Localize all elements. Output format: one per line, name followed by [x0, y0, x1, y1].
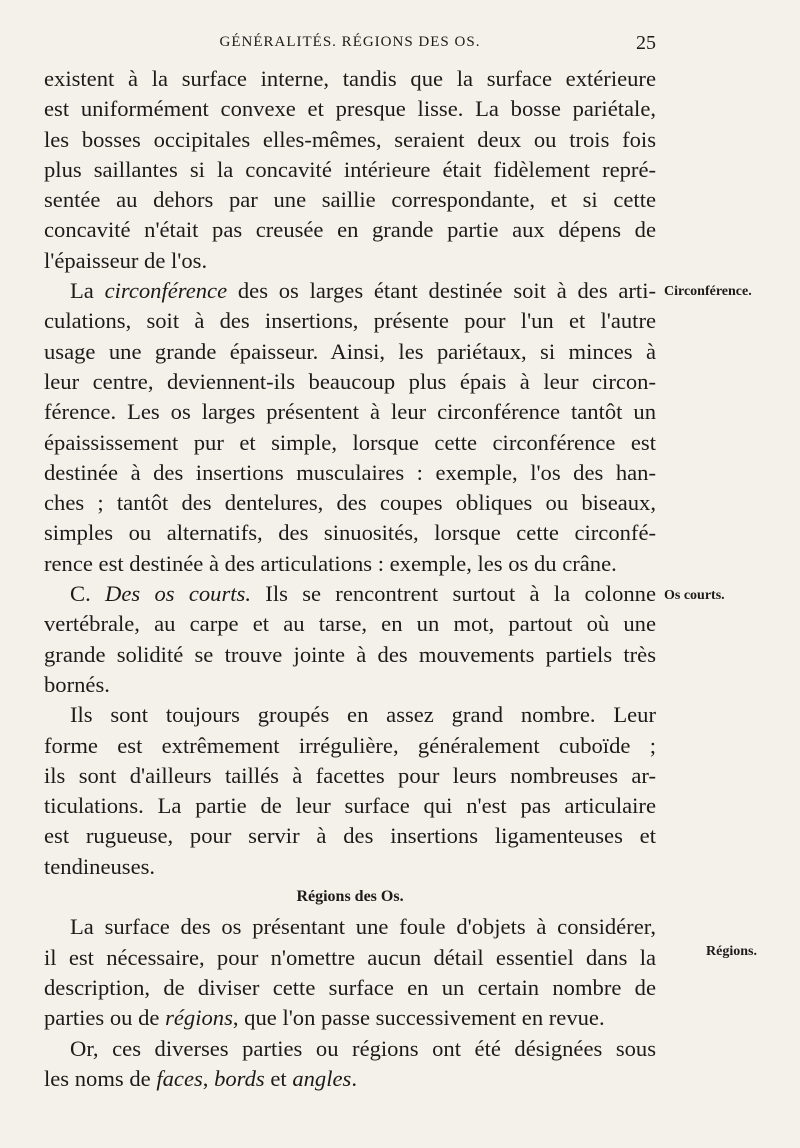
text-line: culations, soit à des insertions, présente pour l'un et l'autre	[44, 308, 656, 334]
text-line: les bosses occipitales elles-mêmes, seraient deux ou trois fois	[44, 126, 656, 152]
text-line: férence. Les os larges présentent à leur circonférence tantôt un	[44, 399, 656, 425]
text-line	[44, 1064, 656, 1094]
text-line: ticulations. La partie de leur surface qui n'est pas articulaire	[44, 793, 656, 819]
text-fragment: et	[264, 1065, 293, 1091]
text-line	[44, 579, 656, 609]
text-line: grande solidité se trouve jointe à des mouvements partiels très	[44, 641, 656, 667]
italic-term: angles	[292, 1065, 352, 1091]
section-heading: Régions des Os.	[296, 888, 404, 906]
text-line: existent à la surface interne, tandis que la surface extérieure	[44, 66, 656, 91]
text-line: usage une grande épaisseur. Ainsi, les pariétaux, si minces à	[44, 338, 656, 364]
text-line: est uniformément convexe et presque lisse. La bosse pariétale,	[44, 96, 656, 122]
text-fragment: ,	[202, 1065, 215, 1091]
margin-note-os-courts: Os courts.	[664, 588, 725, 603]
text-line	[44, 1003, 656, 1033]
text-line: épaississement pur et simple, lorsque cette circonférence est	[44, 429, 656, 455]
text-line: est rugueuse, pour servir à des insertions ligamenteuses et	[44, 823, 656, 849]
italic-term: bords	[214, 1065, 265, 1091]
text-line: vertébrale, au carpe et au tarse, en un mot, partout où une	[44, 611, 656, 637]
text-line: destinée à des insertions musculaires : exemple, l'os des han-	[44, 459, 656, 485]
text-fragment: , que l'on passe successivement en revue.	[232, 1005, 605, 1031]
margin-note-regions: Régions.	[706, 944, 757, 959]
text-line: concavité n'était pas creusée en grande partie aux dépens de	[44, 217, 656, 243]
text-fragment: les noms de	[44, 1065, 157, 1091]
text-fragment: parties ou de	[44, 1005, 166, 1031]
text-line: il est nécessaire, pour n'omettre aucun détail essentiel dans la	[44, 944, 656, 970]
running-head-title: GÉNÉRALITÉS. RÉGIONS DES OS.	[219, 34, 481, 50]
text-fragment: .	[351, 1065, 357, 1091]
text-line: ils sont d'ailleurs taillés à facettes pour leurs nombreuses ar-	[44, 762, 656, 788]
text-line: ches ; tantôt des dentelures, des coupes obliques ou biseaux,	[44, 490, 656, 516]
text-line: sentée au dehors par une saillie correspondante, et si cette	[44, 187, 656, 213]
italic-term: Des os courts.	[105, 581, 251, 607]
text-line: l'épaisseur de l'os.	[44, 247, 208, 273]
text-line: La surface des os présentant une foule d'objets à considérer,	[70, 914, 656, 940]
page-number: 25	[636, 32, 656, 54]
text-line: bornés.	[44, 671, 110, 697]
main-text	[44, 64, 656, 1094]
text-fragment: des os larges étant destinée soit à des arti-	[227, 278, 657, 304]
text-line: leur centre, deviennent-ils beaucoup plus épais à leur circon-	[44, 368, 656, 394]
text-line: simples ou alternatifs, des sinuosités, lorsque cette circonfé-	[44, 520, 656, 546]
running-head	[44, 34, 656, 58]
text-line: forme est extrêmement irrégulière, généralement cuboïde ;	[44, 732, 656, 758]
text-fragment: La	[70, 278, 105, 304]
text-line: Or, ces diverses parties ou régions ont été désignées sous	[70, 1035, 656, 1061]
text-line: plus saillantes si la concavité intérieure était fidèlement repré-	[44, 156, 656, 182]
text-line: tendineuses.	[44, 853, 156, 879]
text-line	[44, 276, 656, 306]
italic-term: circonférence	[104, 278, 228, 304]
text-fragment: C.	[70, 581, 106, 607]
text-line: Ils sont toujours groupés en assez grand nombre. Leur	[70, 702, 656, 728]
margin-note-circonference: Circonférence.	[664, 284, 752, 299]
text-line: description, de diviser cette surface en un certain nombre de	[44, 974, 656, 1000]
text-line: rence est destinée à des articulations : exemple, les os du crâne.	[44, 550, 617, 576]
italic-term: régions	[165, 1005, 233, 1031]
italic-term: faces	[156, 1065, 203, 1091]
text-fragment: Ils se rencontrent surtout à la colonne	[251, 581, 656, 607]
